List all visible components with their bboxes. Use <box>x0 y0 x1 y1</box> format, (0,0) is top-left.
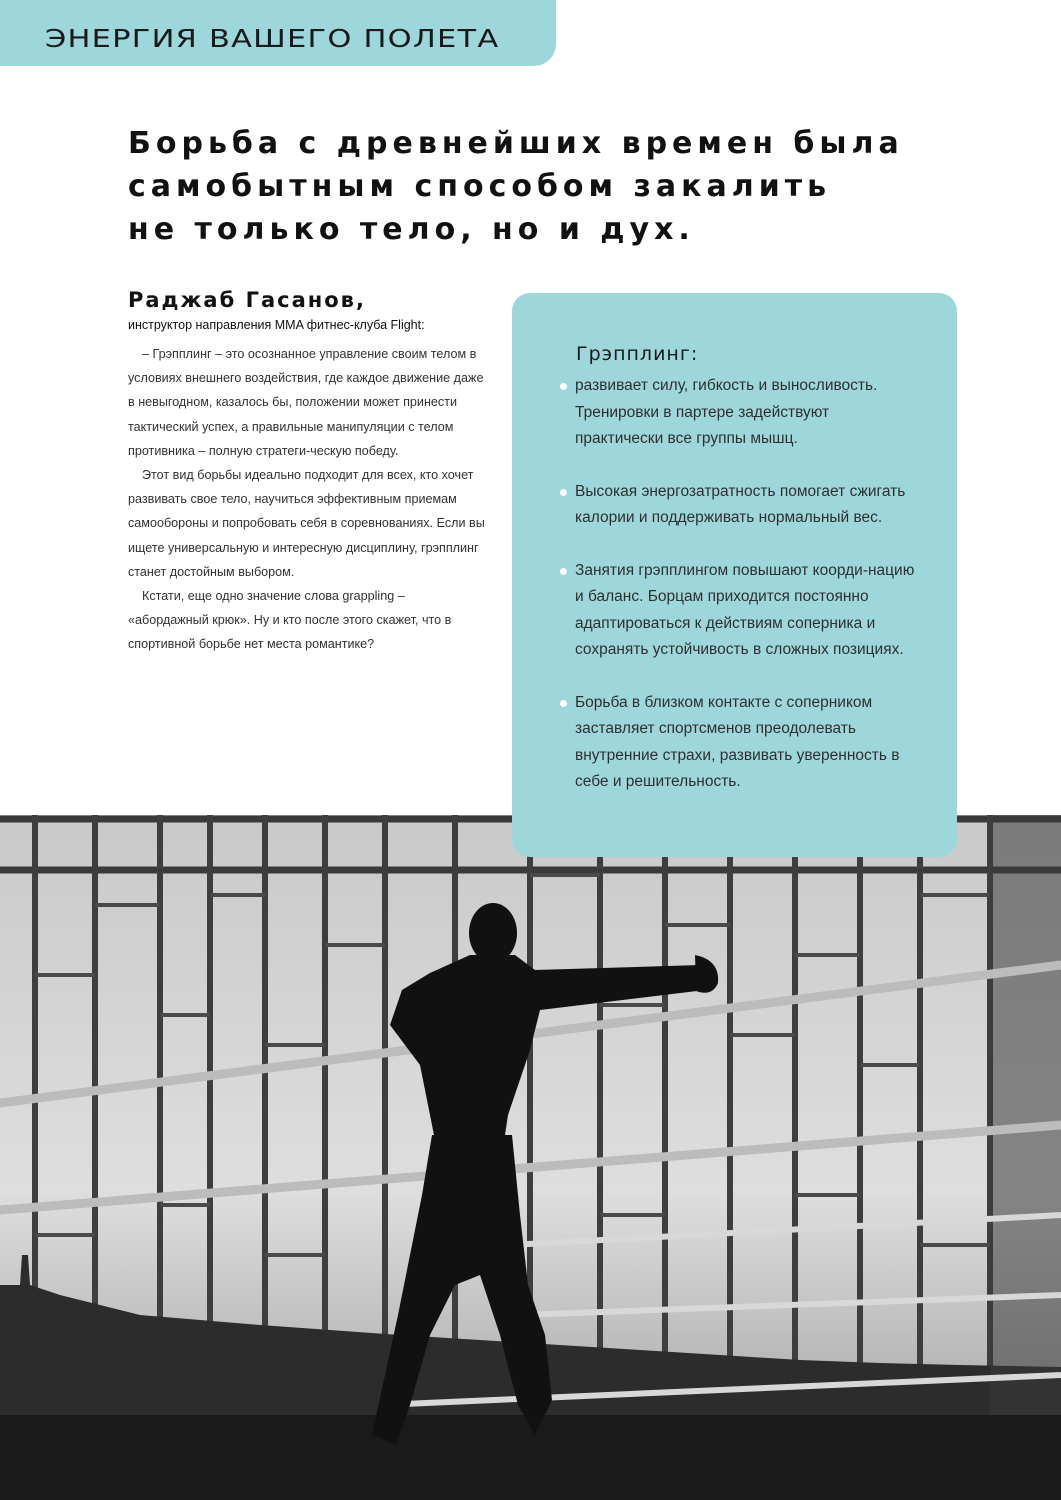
section-title: ЭНЕРГИЯ ВАШЕГО ПОЛЕТА <box>45 24 500 53</box>
bullet-icon <box>560 489 567 496</box>
author-role: инструктор направления MMA фитнес-клуба Flight: <box>128 318 425 332</box>
info-box <box>512 293 957 857</box>
article-paragraph: Кстати, еще одно значение слова grappling – «абордажный крюк». Ну и кто после этого скажет, что в спортивной борьбе нет места романтике? <box>128 589 452 652</box>
headline-line: не только тело, но и дух. <box>128 212 695 247</box>
headline-line: Борьба с древнейших времен была <box>128 126 904 161</box>
info-list <box>560 373 920 822</box>
info-box-title: Грэпплинг: <box>576 343 699 365</box>
author-name: Раджаб Гасанов, <box>128 288 366 312</box>
headline <box>128 122 928 251</box>
list-item <box>560 690 920 796</box>
list-item <box>560 558 920 664</box>
bullet-icon <box>560 383 567 390</box>
list-item-text: Высокая энергозатратность помогает сжигать калории и поддерживать нормальный вес. <box>575 482 906 526</box>
list-item-text: развивает силу, гибкость и выносливость. Тренировки в партере задействуют практически все группы мышц. <box>575 377 878 447</box>
list-item-text: Борьба в близком контакте с соперником заставляет спортсменов преодолевать внутренние страхи, развивать уверенность в себе и решительность. <box>575 693 900 790</box>
headline-line: самобытным способом закалить <box>128 169 832 204</box>
boxer-photo <box>0 815 1061 1500</box>
article-paragraph: – Грэпплинг – это осознанное управление своим телом в условиях внешнего воздействия, где каждое движение даже в невыгодном, казалось бы, положении может принести тактический успех, а правильные манипуляции с телом противника – полную стратеги-ческую победу. <box>128 347 484 458</box>
section-tab <box>0 0 556 66</box>
list-item-text: Занятия грэпплингом повышают коорди-нацию и баланс. Борцам приходится постоянно адаптироваться к действиям соперника и сохранять устойчивость в сложных позициях. <box>575 561 915 658</box>
list-item <box>560 479 920 532</box>
bullet-icon <box>560 568 567 575</box>
article-body <box>128 342 488 657</box>
list-item <box>560 373 920 453</box>
bullet-icon <box>560 700 567 707</box>
article-paragraph: Этот вид борьбы идеально подходит для всех, кто хочет развивать свое тело, научиться эффективным приемам самообороны и попробовать себя в соревнованиях. Если вы ищете универсальную и интересную дисциплину, грэпплинг станет достойным выбором. <box>128 468 485 579</box>
